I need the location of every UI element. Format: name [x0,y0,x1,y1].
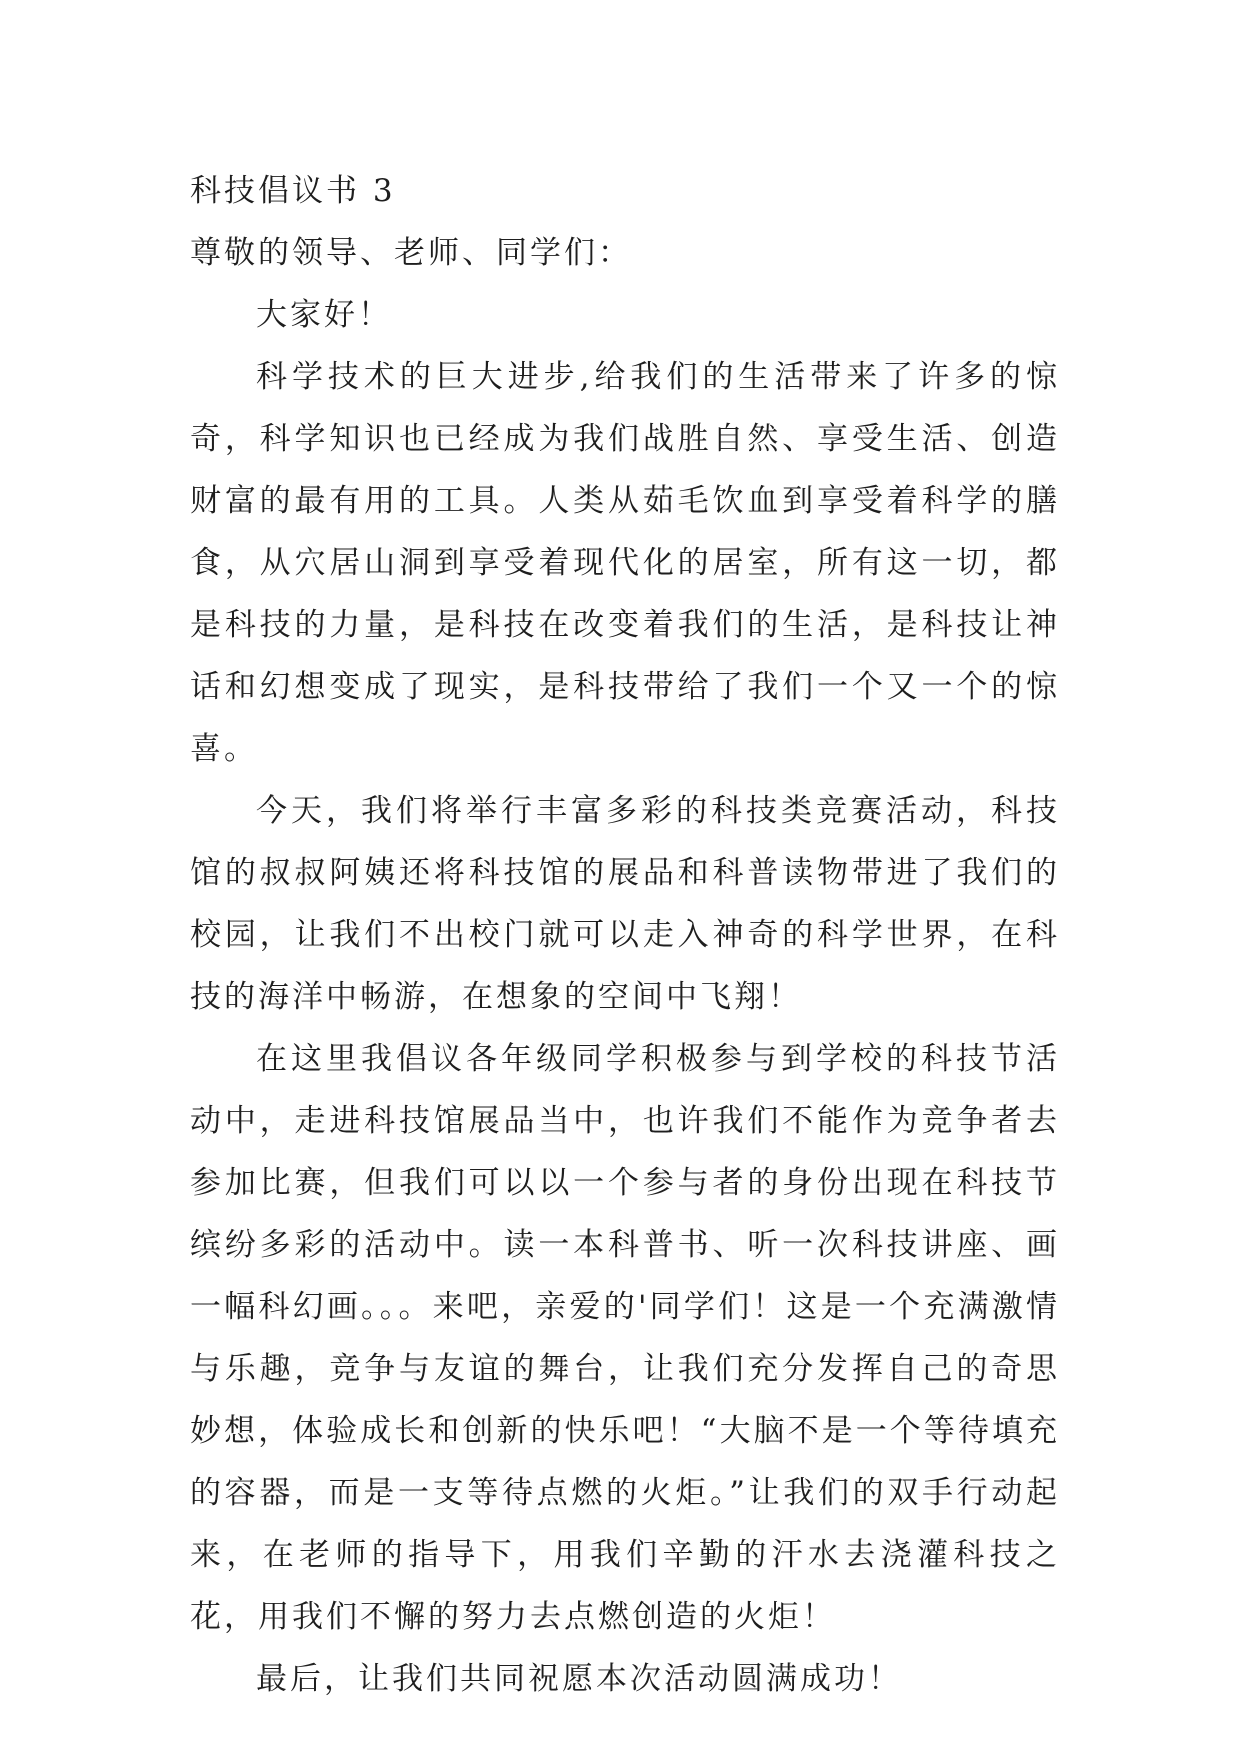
paragraph-proposal: 在这里我倡议各年级同学积极参与到学校的科技节活动中，走进科技馆展品当中，也许我们不能作为竞争者去参加比赛，但我们可以以一个参与者的身份出现在科技节缤纷多彩的活动中。读一本科普书、听一次科技讲座、画一幅科幻画。。。来吧，亲爱的'同学们！这是一个充满激情与乐趣，竞争与友谊的舞台，让我们充分发挥自己的奇思妙想，体验成长和创新的快乐吧！“大脑不是一个等待填充的容器，而是一支等待点燃的火炬。”让我们的双手行动起来，在老师的指导下，用我们辛勤的汗水去浇灌科技之花，用我们不懈的努力去点燃创造的火炬！ [190,1041,1060,1635]
paragraph-today-activities: 今天，我们将举行丰富多彩的科技类竞赛活动，科技馆的叔叔阿姨还将科技馆的展品和科普读物带进了我们的校园，让我们不出校门就可以走入神奇的科学世界，在科技的海洋中畅游，在想象的空间中飞翔！ [190,793,1060,1015]
greeting: 大家好！ [256,297,392,333]
document-body [190,160,1060,1710]
paragraph-closing: 最后，让我们共同祝愿本次活动圆满成功！ [256,1661,902,1697]
salutation: 尊敬的领导、老师、同学们： [190,235,632,271]
paragraph-science-progress: 科学技术的巨大进步,给我们的生活带来了许多的惊奇，科学知识也已经成为我们战胜自然、享受生活、创造财富的最有用的工具。人类从茹毛饮血到享受着科学的膳食，从穴居山洞到享受着现代化的居室，所有这一切，都是科技的力量，是科技在改变着我们的生活，是科技让神话和幻想变成了现实，是科技带给了我们一个又一个的惊喜。 [190,359,1060,767]
document-title: 科技倡议书 3 [190,173,396,209]
